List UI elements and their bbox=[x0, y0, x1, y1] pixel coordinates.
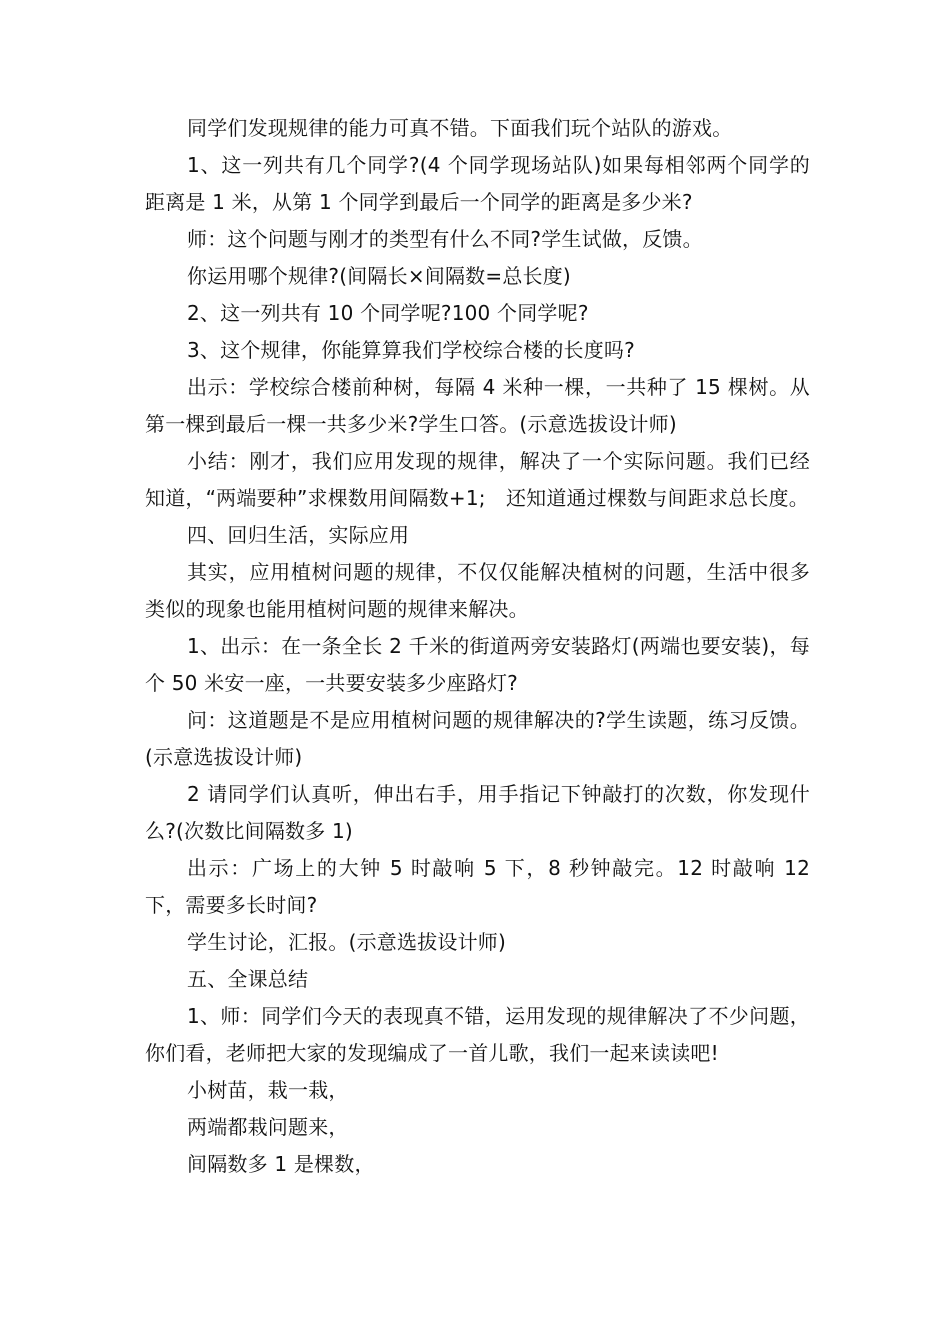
paragraph: 1、出示：在一条全长 2 千米的街道两旁安装路灯(两端也要安装)，每个 50 米安一座，一共要安装多少座路灯? bbox=[145, 634, 810, 695]
paragraph: 问：这道题是不是应用植树问题的规律解决的?学生读题，练习反馈。(示意选拔设计师) bbox=[145, 708, 810, 769]
paragraph: 2、这一列共有 10 个同学呢?100 个同学呢? bbox=[187, 301, 589, 325]
paragraph: 同学们发现规律的能力可真不错。下面我们玩个站队的游戏。 bbox=[187, 116, 733, 140]
poem-line: 小树苗，栽一栽， bbox=[187, 1078, 349, 1102]
poem-line: 两端都栽问题来， bbox=[187, 1115, 349, 1139]
paragraph: 1、这一列共有几个同学?(4 个同学现场站队)如果每相邻两个同学的距离是 1 米，从第 1 个同学到最后一个同学的距离是多少米? bbox=[145, 153, 810, 214]
paragraph: 师：这个问题与刚才的类型有什么不同?学生试做，反馈。 bbox=[187, 227, 703, 251]
paragraph: 2 请同学们认真听，伸出右手，用手指记下钟敲打的次数，你发现什么?(次数比间隔数多 1) bbox=[145, 782, 810, 843]
paragraph: 出示：学校综合楼前种树，每隔 4 米种一棵，一共种了 15 棵树。从第一棵到最后一棵一共多少米?学生口答。(示意选拔设计师) bbox=[145, 375, 810, 436]
paragraph: 小结：刚才，我们应用发现的规律，解决了一个实际问题。我们已经知道，“两端要种”求棵数用间隔数+1; 还知道通过棵数与间距求总长度。 bbox=[145, 449, 810, 510]
paragraph: 1、师：同学们今天的表现真不错，运用发现的规律解决了不少问题，你们看，老师把大家的发现编成了一首儿歌，我们一起来读读吧! bbox=[145, 1004, 810, 1065]
section-heading: 五、全课总结 bbox=[187, 967, 309, 991]
document-body bbox=[145, 110, 810, 1183]
section-heading: 四、回归生活，实际应用 bbox=[187, 523, 410, 547]
paragraph: 你运用哪个规律?(间隔长×间隔数=总长度) bbox=[187, 264, 571, 288]
poem-line: 间隔数多 1 是棵数， bbox=[187, 1152, 375, 1176]
paragraph: 其实，应用植树问题的规律，不仅仅能解决植树的问题，生活中很多类似的现象也能用植树问题的规律来解决。 bbox=[145, 560, 810, 621]
paragraph: 学生讨论，汇报。(示意选拔设计师) bbox=[187, 930, 507, 954]
paragraph: 3、这个规律，你能算算我们学校综合楼的长度吗? bbox=[187, 338, 635, 362]
paragraph: 出示：广场上的大钟 5 时敲响 5 下，8 秒钟敲完。12 时敲响 12 下，需要多长时间? bbox=[145, 856, 810, 917]
